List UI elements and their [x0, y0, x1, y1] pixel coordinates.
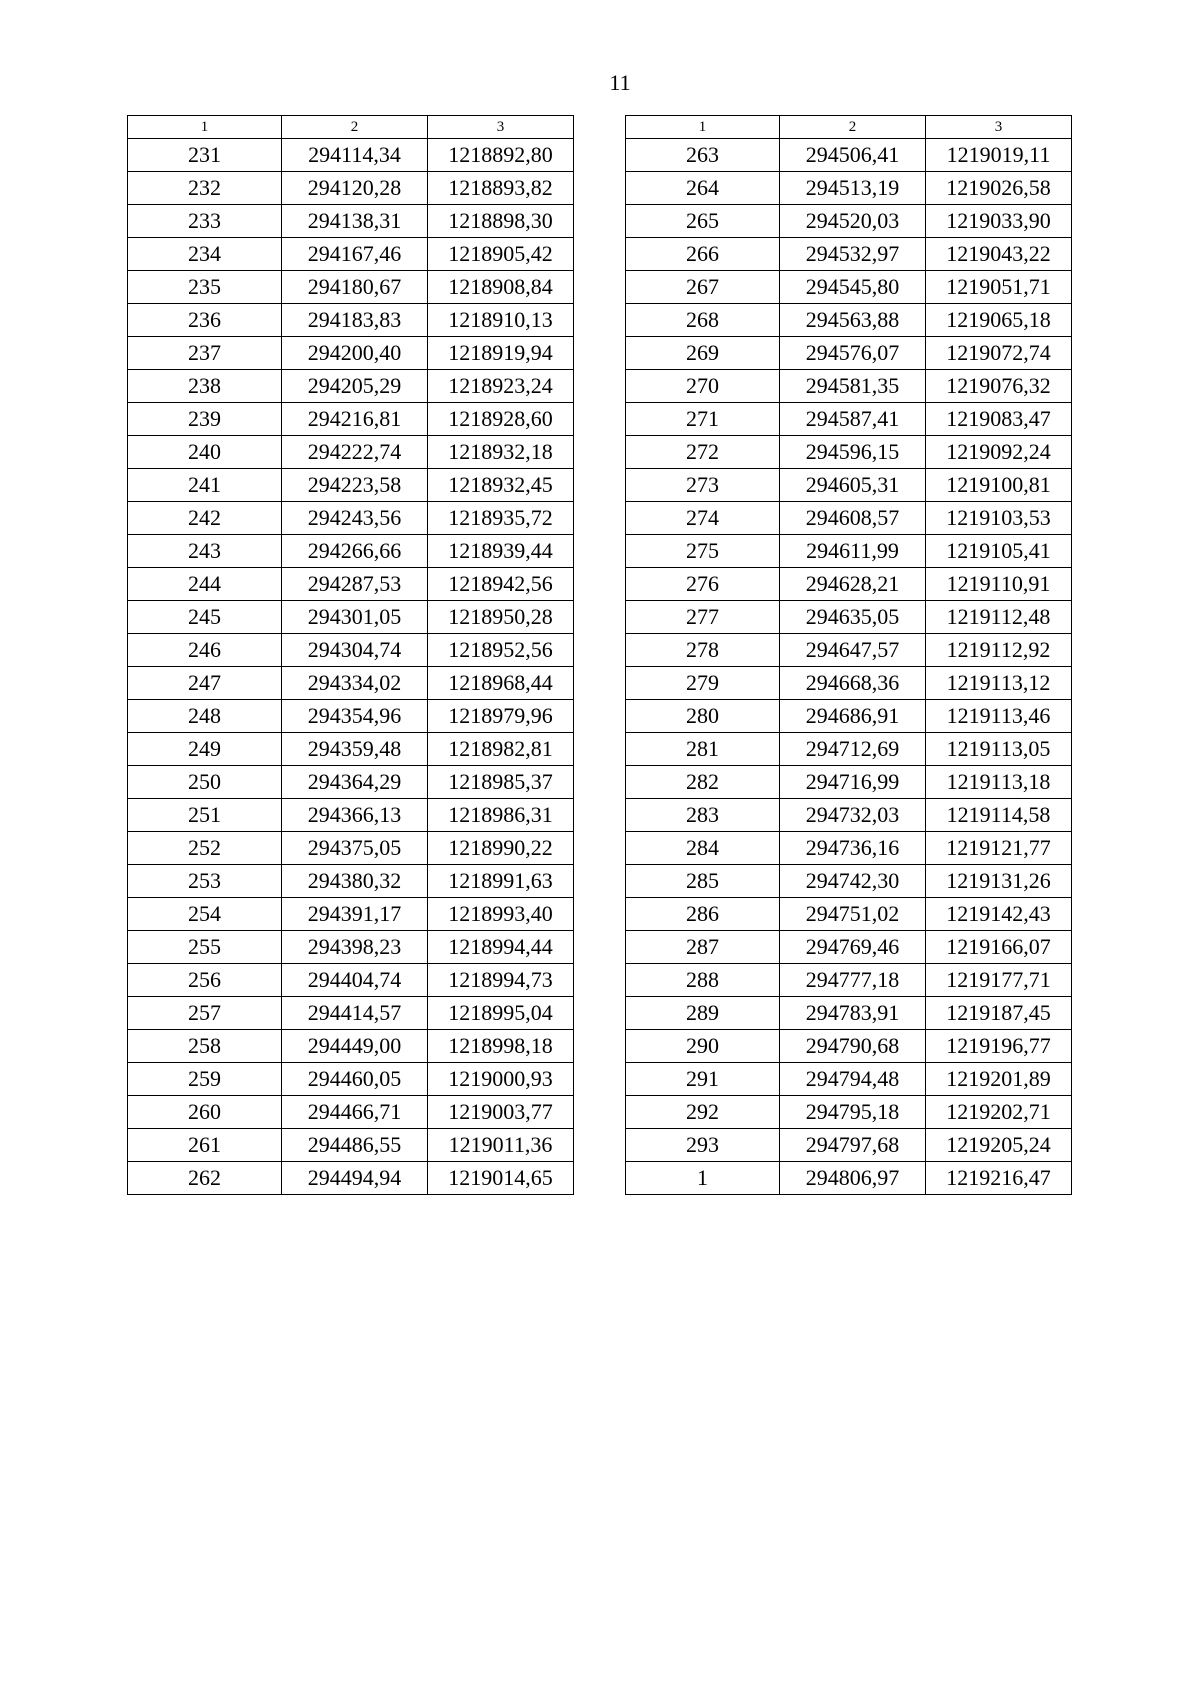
table-row: [128, 205, 574, 238]
y-coordinate-cell: 1218905,42: [428, 238, 574, 271]
x-coordinate-cell: 294587,41: [780, 403, 926, 436]
y-coordinate-cell: 1218932,18: [428, 436, 574, 469]
table-row: [626, 634, 1072, 667]
point-number-cell: 292: [626, 1096, 780, 1129]
y-coordinate-cell: 1219113,18: [926, 766, 1072, 799]
point-number-cell: 232: [128, 172, 282, 205]
column-header-y: 3: [428, 116, 574, 139]
y-coordinate-cell: 1218919,94: [428, 337, 574, 370]
table-row: [626, 337, 1072, 370]
table-row: [128, 337, 574, 370]
table-row: [626, 535, 1072, 568]
table-row: [128, 766, 574, 799]
x-coordinate-cell: 294506,41: [780, 139, 926, 172]
x-coordinate-cell: 294414,57: [282, 997, 428, 1030]
point-number-cell: 238: [128, 370, 282, 403]
y-coordinate-cell: 1218893,82: [428, 172, 574, 205]
x-coordinate-cell: 294354,96: [282, 700, 428, 733]
column-header-y: 3: [926, 116, 1072, 139]
table-row: [626, 370, 1072, 403]
table-row: [626, 271, 1072, 304]
x-coordinate-cell: 294736,16: [780, 832, 926, 865]
y-coordinate-cell: 1219100,81: [926, 469, 1072, 502]
x-coordinate-cell: 294668,36: [780, 667, 926, 700]
y-coordinate-cell: 1218910,13: [428, 304, 574, 337]
y-coordinate-cell: 1218968,44: [428, 667, 574, 700]
point-number-cell: 234: [128, 238, 282, 271]
table-row: [626, 766, 1072, 799]
y-coordinate-cell: 1219083,47: [926, 403, 1072, 436]
y-coordinate-cell: 1218990,22: [428, 832, 574, 865]
y-coordinate-cell: 1218932,45: [428, 469, 574, 502]
point-number-cell: 241: [128, 469, 282, 502]
x-coordinate-cell: 294581,35: [780, 370, 926, 403]
table-row: [128, 1030, 574, 1063]
table-row: [626, 172, 1072, 205]
y-coordinate-cell: 1219112,48: [926, 601, 1072, 634]
y-coordinate-cell: 1219166,07: [926, 931, 1072, 964]
table-row: [128, 1162, 574, 1195]
point-number-cell: 266: [626, 238, 780, 271]
x-coordinate-cell: 294794,48: [780, 1063, 926, 1096]
y-coordinate-cell: 1219033,90: [926, 205, 1072, 238]
x-coordinate-cell: 294364,29: [282, 766, 428, 799]
point-number-cell: 286: [626, 898, 780, 931]
table-row: [128, 865, 574, 898]
x-coordinate-cell: 294222,74: [282, 436, 428, 469]
x-coordinate-cell: 294769,46: [780, 931, 926, 964]
table-row: [128, 436, 574, 469]
y-coordinate-cell: 1218892,80: [428, 139, 574, 172]
x-coordinate-cell: 294180,67: [282, 271, 428, 304]
x-coordinate-cell: 294334,02: [282, 667, 428, 700]
x-coordinate-cell: 294398,23: [282, 931, 428, 964]
column-header-x: 2: [282, 116, 428, 139]
point-number-cell: 236: [128, 304, 282, 337]
point-number-cell: 239: [128, 403, 282, 436]
table-row: [128, 832, 574, 865]
point-number-cell: 284: [626, 832, 780, 865]
y-coordinate-cell: 1218995,04: [428, 997, 574, 1030]
x-coordinate-cell: 294375,05: [282, 832, 428, 865]
point-number-cell: 260: [128, 1096, 282, 1129]
x-coordinate-cell: 294806,97: [780, 1162, 926, 1195]
y-coordinate-cell: 1218942,56: [428, 568, 574, 601]
table-row: [626, 403, 1072, 436]
x-coordinate-cell: 294576,07: [780, 337, 926, 370]
x-coordinate-cell: 294287,53: [282, 568, 428, 601]
point-number-cell: 264: [626, 172, 780, 205]
x-coordinate-cell: 294205,29: [282, 370, 428, 403]
table-row: [626, 997, 1072, 1030]
y-coordinate-cell: 1218950,28: [428, 601, 574, 634]
table-row: [626, 799, 1072, 832]
column-header-x: 2: [780, 116, 926, 139]
y-coordinate-cell: 1219051,71: [926, 271, 1072, 304]
y-coordinate-cell: 1218985,37: [428, 766, 574, 799]
y-coordinate-cell: 1219076,32: [926, 370, 1072, 403]
table-row: [626, 1063, 1072, 1096]
x-coordinate-cell: 294545,80: [780, 271, 926, 304]
y-coordinate-cell: 1218982,81: [428, 733, 574, 766]
y-coordinate-cell: 1218993,40: [428, 898, 574, 931]
x-coordinate-cell: 294114,34: [282, 139, 428, 172]
point-number-cell: 252: [128, 832, 282, 865]
y-coordinate-cell: 1218939,44: [428, 535, 574, 568]
x-coordinate-cell: 294797,68: [780, 1129, 926, 1162]
y-coordinate-cell: 1218994,44: [428, 931, 574, 964]
table-row: [128, 667, 574, 700]
point-number-cell: 251: [128, 799, 282, 832]
y-coordinate-cell: 1219011,36: [428, 1129, 574, 1162]
y-coordinate-cell: 1219177,71: [926, 964, 1072, 997]
point-number-cell: 253: [128, 865, 282, 898]
table-row: [626, 898, 1072, 931]
x-coordinate-cell: 294266,66: [282, 535, 428, 568]
y-coordinate-cell: 1219201,89: [926, 1063, 1072, 1096]
table-row: [128, 139, 574, 172]
table-row: [128, 898, 574, 931]
table-row: [128, 964, 574, 997]
column-header-point-number: 1: [626, 116, 780, 139]
x-coordinate-cell: 294380,32: [282, 865, 428, 898]
point-number-cell: 244: [128, 568, 282, 601]
point-number-cell: 283: [626, 799, 780, 832]
point-number-cell: 261: [128, 1129, 282, 1162]
y-coordinate-cell: 1219131,26: [926, 865, 1072, 898]
point-number-cell: 279: [626, 667, 780, 700]
point-number-cell: 259: [128, 1063, 282, 1096]
y-coordinate-cell: 1219187,45: [926, 997, 1072, 1030]
table-row: [626, 436, 1072, 469]
point-number-cell: 290: [626, 1030, 780, 1063]
table-row: [626, 601, 1072, 634]
table-row: [626, 700, 1072, 733]
table-row: [626, 568, 1072, 601]
table-row: [128, 568, 574, 601]
coordinates-table-left: [127, 115, 574, 1195]
y-coordinate-cell: 1219121,77: [926, 832, 1072, 865]
table-row: [128, 799, 574, 832]
table-row: [626, 931, 1072, 964]
x-coordinate-cell: 294742,30: [780, 865, 926, 898]
y-coordinate-cell: 1219065,18: [926, 304, 1072, 337]
point-number-cell: 273: [626, 469, 780, 502]
point-number-cell: 275: [626, 535, 780, 568]
y-coordinate-cell: 1219092,24: [926, 436, 1072, 469]
y-coordinate-cell: 1219019,11: [926, 139, 1072, 172]
table-row: [626, 832, 1072, 865]
table-row: [128, 700, 574, 733]
y-coordinate-cell: 1219105,41: [926, 535, 1072, 568]
table-row: [128, 172, 574, 205]
point-number-cell: 257: [128, 997, 282, 1030]
table-row: [128, 1063, 574, 1096]
y-coordinate-cell: 1218998,18: [428, 1030, 574, 1063]
table-row: [128, 238, 574, 271]
point-number-cell: 246: [128, 634, 282, 667]
y-coordinate-cell: 1219043,22: [926, 238, 1072, 271]
y-coordinate-cell: 1218928,60: [428, 403, 574, 436]
y-coordinate-cell: 1219113,46: [926, 700, 1072, 733]
table-row: [128, 1129, 574, 1162]
point-number-cell: 248: [128, 700, 282, 733]
x-coordinate-cell: 294391,17: [282, 898, 428, 931]
point-number-cell: 1: [626, 1162, 780, 1195]
x-coordinate-cell: 294183,83: [282, 304, 428, 337]
x-coordinate-cell: 294216,81: [282, 403, 428, 436]
table-row: [128, 931, 574, 964]
table-row: [626, 205, 1072, 238]
point-number-cell: 285: [626, 865, 780, 898]
point-number-cell: 268: [626, 304, 780, 337]
x-coordinate-cell: 294608,57: [780, 502, 926, 535]
y-coordinate-cell: 1219000,93: [428, 1063, 574, 1096]
point-number-cell: 265: [626, 205, 780, 238]
table-row: [626, 964, 1072, 997]
y-coordinate-cell: 1219196,77: [926, 1030, 1072, 1063]
x-coordinate-cell: 294494,94: [282, 1162, 428, 1195]
x-coordinate-cell: 294635,05: [780, 601, 926, 634]
table-row: [626, 1030, 1072, 1063]
point-number-cell: 242: [128, 502, 282, 535]
table-row: [626, 1129, 1072, 1162]
table-row: [626, 865, 1072, 898]
table-row: [128, 733, 574, 766]
table-row: [128, 469, 574, 502]
x-coordinate-cell: 294138,31: [282, 205, 428, 238]
point-number-cell: 287: [626, 931, 780, 964]
point-number-cell: 267: [626, 271, 780, 304]
x-coordinate-cell: 294795,18: [780, 1096, 926, 1129]
x-coordinate-cell: 294486,55: [282, 1129, 428, 1162]
table-row: [626, 238, 1072, 271]
x-coordinate-cell: 294596,15: [780, 436, 926, 469]
y-coordinate-cell: 1218923,24: [428, 370, 574, 403]
point-number-cell: 282: [626, 766, 780, 799]
point-number-cell: 274: [626, 502, 780, 535]
table-row: [626, 469, 1072, 502]
x-coordinate-cell: 294359,48: [282, 733, 428, 766]
coordinates-table-right: [625, 115, 1072, 1195]
table-row: [128, 997, 574, 1030]
table-row: [626, 304, 1072, 337]
y-coordinate-cell: 1218986,31: [428, 799, 574, 832]
x-coordinate-cell: 294167,46: [282, 238, 428, 271]
x-coordinate-cell: 294223,58: [282, 469, 428, 502]
point-number-cell: 280: [626, 700, 780, 733]
x-coordinate-cell: 294563,88: [780, 304, 926, 337]
x-coordinate-cell: 294120,28: [282, 172, 428, 205]
x-coordinate-cell: 294732,03: [780, 799, 926, 832]
y-coordinate-cell: 1219202,71: [926, 1096, 1072, 1129]
table-row: [626, 1162, 1072, 1195]
point-number-cell: 237: [128, 337, 282, 370]
coordinates-table-left-body: [128, 116, 574, 1195]
point-number-cell: 233: [128, 205, 282, 238]
y-coordinate-cell: 1219112,92: [926, 634, 1072, 667]
point-number-cell: 291: [626, 1063, 780, 1096]
point-number-cell: 278: [626, 634, 780, 667]
y-coordinate-cell: 1219113,05: [926, 733, 1072, 766]
page-number: 11: [609, 70, 631, 95]
x-coordinate-cell: 294243,56: [282, 502, 428, 535]
y-coordinate-cell: 1219072,74: [926, 337, 1072, 370]
point-number-cell: 271: [626, 403, 780, 436]
y-coordinate-cell: 1219103,53: [926, 502, 1072, 535]
point-number-cell: 249: [128, 733, 282, 766]
table-row: [128, 403, 574, 436]
x-coordinate-cell: 294513,19: [780, 172, 926, 205]
x-coordinate-cell: 294366,13: [282, 799, 428, 832]
x-coordinate-cell: 294751,02: [780, 898, 926, 931]
y-coordinate-cell: 1219205,24: [926, 1129, 1072, 1162]
point-number-cell: 277: [626, 601, 780, 634]
table-row: [128, 304, 574, 337]
y-coordinate-cell: 1219026,58: [926, 172, 1072, 205]
y-coordinate-cell: 1218991,63: [428, 865, 574, 898]
table-row: [626, 733, 1072, 766]
y-coordinate-cell: 1218908,84: [428, 271, 574, 304]
point-number-cell: 262: [128, 1162, 282, 1195]
point-number-cell: 243: [128, 535, 282, 568]
x-coordinate-cell: 294304,74: [282, 634, 428, 667]
table-row: [626, 667, 1072, 700]
point-number-cell: 281: [626, 733, 780, 766]
x-coordinate-cell: 294790,68: [780, 1030, 926, 1063]
table-row: [626, 502, 1072, 535]
y-coordinate-cell: 1219114,58: [926, 799, 1072, 832]
x-coordinate-cell: 294200,40: [282, 337, 428, 370]
table-row: [128, 535, 574, 568]
x-coordinate-cell: 294466,71: [282, 1096, 428, 1129]
point-number-cell: 255: [128, 931, 282, 964]
point-number-cell: 250: [128, 766, 282, 799]
point-number-cell: 288: [626, 964, 780, 997]
x-coordinate-cell: 294301,05: [282, 601, 428, 634]
table-row: [128, 502, 574, 535]
x-coordinate-cell: 294449,00: [282, 1030, 428, 1063]
point-number-cell: 256: [128, 964, 282, 997]
point-number-cell: 235: [128, 271, 282, 304]
point-number-cell: 254: [128, 898, 282, 931]
table-row: [128, 601, 574, 634]
point-number-cell: 247: [128, 667, 282, 700]
x-coordinate-cell: 294783,91: [780, 997, 926, 1030]
table-header-row: [626, 116, 1072, 139]
x-coordinate-cell: 294716,99: [780, 766, 926, 799]
point-number-cell: 231: [128, 139, 282, 172]
point-number-cell: 270: [626, 370, 780, 403]
y-coordinate-cell: 1218994,73: [428, 964, 574, 997]
table-row: [128, 370, 574, 403]
table-header-row: [128, 116, 574, 139]
y-coordinate-cell: 1219003,77: [428, 1096, 574, 1129]
y-coordinate-cell: 1218935,72: [428, 502, 574, 535]
x-coordinate-cell: 294460,05: [282, 1063, 428, 1096]
x-coordinate-cell: 294520,03: [780, 205, 926, 238]
point-number-cell: 240: [128, 436, 282, 469]
x-coordinate-cell: 294404,74: [282, 964, 428, 997]
point-number-cell: 269: [626, 337, 780, 370]
point-number-cell: 293: [626, 1129, 780, 1162]
point-number-cell: 258: [128, 1030, 282, 1063]
y-coordinate-cell: 1219014,65: [428, 1162, 574, 1195]
x-coordinate-cell: 294777,18: [780, 964, 926, 997]
x-coordinate-cell: 294712,69: [780, 733, 926, 766]
y-coordinate-cell: 1219110,91: [926, 568, 1072, 601]
point-number-cell: 289: [626, 997, 780, 1030]
table-row: [626, 139, 1072, 172]
y-coordinate-cell: 1219216,47: [926, 1162, 1072, 1195]
x-coordinate-cell: 294611,99: [780, 535, 926, 568]
x-coordinate-cell: 294628,21: [780, 568, 926, 601]
point-number-cell: 272: [626, 436, 780, 469]
x-coordinate-cell: 294605,31: [780, 469, 926, 502]
x-coordinate-cell: 294532,97: [780, 238, 926, 271]
column-header-point-number: 1: [128, 116, 282, 139]
x-coordinate-cell: 294686,91: [780, 700, 926, 733]
y-coordinate-cell: 1219113,12: [926, 667, 1072, 700]
y-coordinate-cell: 1218952,56: [428, 634, 574, 667]
y-coordinate-cell: 1218898,30: [428, 205, 574, 238]
table-row: [626, 1096, 1072, 1129]
table-row: [128, 1096, 574, 1129]
x-coordinate-cell: 294647,57: [780, 634, 926, 667]
coordinates-table-right-body: [626, 116, 1072, 1195]
table-row: [128, 634, 574, 667]
point-number-cell: 263: [626, 139, 780, 172]
point-number-cell: 245: [128, 601, 282, 634]
point-number-cell: 276: [626, 568, 780, 601]
table-row: [128, 271, 574, 304]
y-coordinate-cell: 1218979,96: [428, 700, 574, 733]
y-coordinate-cell: 1219142,43: [926, 898, 1072, 931]
